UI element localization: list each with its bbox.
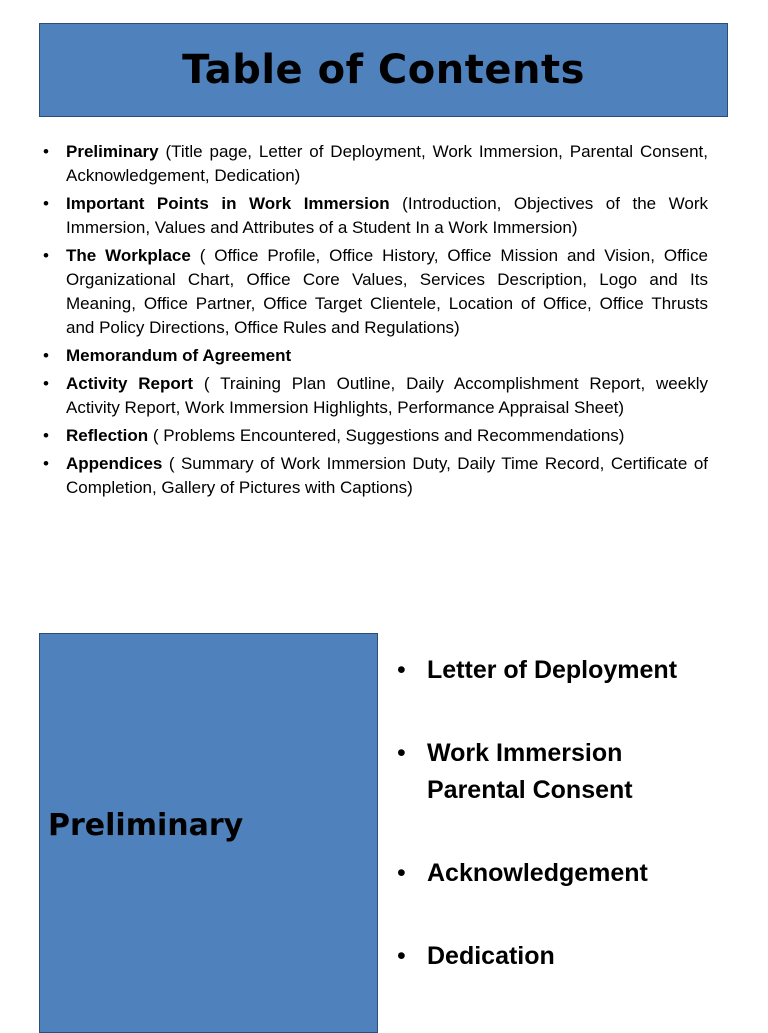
preliminary-item-label: Work Immersion bbox=[427, 739, 623, 767]
toc-item-heading: Memorandum of Agreement bbox=[66, 346, 292, 365]
toc-item-heading: Appendices bbox=[66, 454, 163, 473]
toc-title-banner bbox=[39, 23, 728, 117]
preliminary-item-label: Dedication bbox=[427, 942, 555, 970]
toc-item bbox=[42, 344, 708, 368]
bullet-icon: • bbox=[43, 426, 49, 445]
toc-item-detail: ( Office Profile, Office History, Office Mission and Vision, Office Organizational Chart, Office Core Values, Services Description, Logo and Its Meaning, Office Partner, Office Target Clientele, Location of Office, Office Thrusts and Policy Directions, Office Rules and Regulations) bbox=[66, 246, 708, 337]
toc-item bbox=[42, 372, 708, 420]
bullet-icon: • bbox=[43, 142, 49, 161]
toc-item bbox=[42, 244, 708, 340]
bullet-icon: • bbox=[43, 246, 49, 265]
toc-item-detail: (Title page, Letter of Deployment, Work Immersion, Parental Consent, Acknowledgement, Dedication) bbox=[66, 142, 708, 185]
toc-item bbox=[42, 140, 708, 188]
preliminary-item bbox=[397, 652, 737, 689]
preliminary-item-label-continued: Parental Consent bbox=[427, 776, 633, 804]
toc-list bbox=[42, 140, 708, 504]
bullet-icon: • bbox=[43, 194, 49, 213]
preliminary-title: Preliminary bbox=[48, 808, 244, 843]
toc-item-detail: ( Problems Encountered, Suggestions and Recommendations) bbox=[148, 426, 625, 445]
preliminary-item-label: Letter of Deployment bbox=[427, 656, 678, 684]
bullet-icon: • bbox=[43, 454, 49, 473]
preliminary-list bbox=[397, 652, 737, 1021]
bullet-icon: • bbox=[397, 739, 406, 767]
toc-item-detail: (Introduction, Objectives of the Work Immersion, Values and Attributes of a Student In a Work Immersion) bbox=[66, 194, 708, 237]
toc-item-heading: The Workplace bbox=[66, 246, 191, 265]
toc-item-detail: ( Training Plan Outline, Daily Accomplishment Report, weekly Activity Report, Work Immersion Highlights, Performance Appraisal Sheet) bbox=[66, 374, 708, 417]
toc-title: Table of Contents bbox=[182, 47, 585, 93]
bullet-icon: • bbox=[43, 346, 49, 365]
bullet-icon: • bbox=[43, 374, 49, 393]
bullet-icon: • bbox=[397, 656, 406, 684]
toc-item bbox=[42, 192, 708, 240]
toc-item bbox=[42, 424, 708, 448]
preliminary-item bbox=[397, 938, 737, 975]
toc-item-heading: Important Points in Work Immersion bbox=[66, 194, 390, 213]
toc-item-heading: Reflection bbox=[66, 426, 149, 445]
preliminary-item bbox=[397, 855, 737, 892]
preliminary-item-label: Acknowledgement bbox=[427, 859, 648, 887]
bullet-icon: • bbox=[397, 859, 406, 887]
toc-item bbox=[42, 452, 708, 500]
preliminary-panel bbox=[39, 633, 378, 1033]
toc-item-heading: Preliminary bbox=[66, 142, 159, 161]
bullet-icon: • bbox=[397, 942, 406, 970]
preliminary-item bbox=[397, 735, 737, 809]
toc-item-detail: ( Summary of Work Immersion Duty, Daily Time Record, Certificate of Completion, Gallery of Pictures with Captions) bbox=[66, 454, 708, 497]
toc-item-heading: Activity Report bbox=[66, 374, 194, 393]
